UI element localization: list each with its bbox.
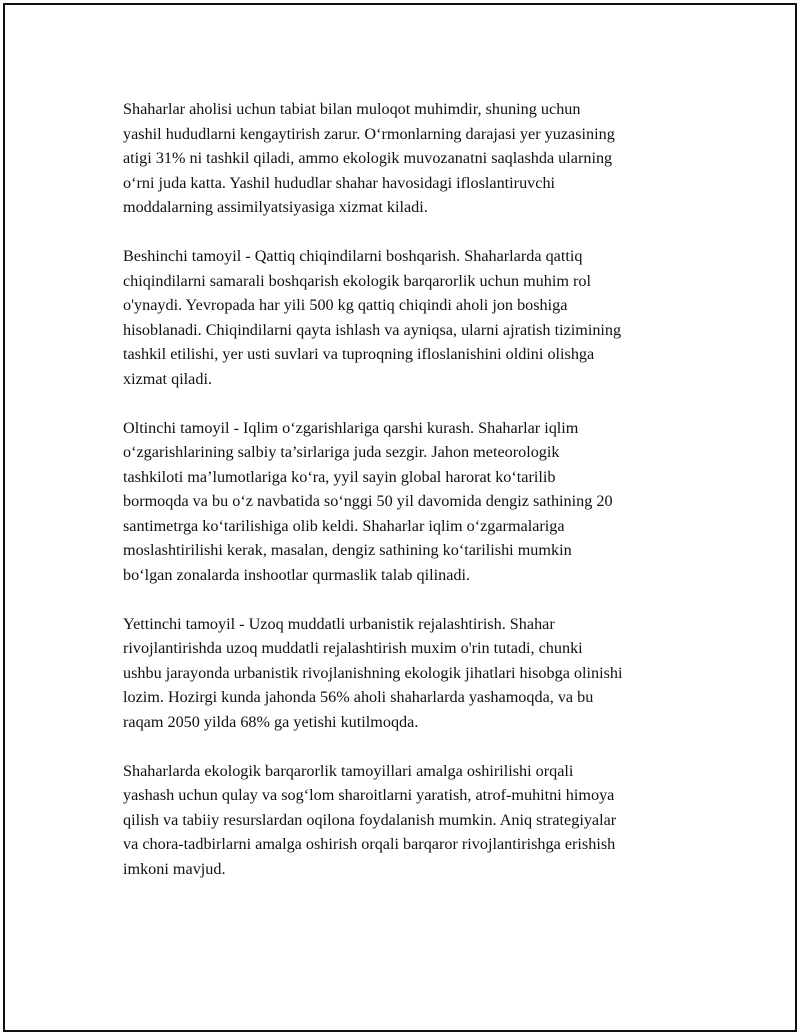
page-frame bbox=[3, 3, 797, 1032]
text-line: o‘zgarishlarining salbiy ta’sirlariga juda sezgir. Jahon meteorologik bbox=[123, 443, 560, 461]
text-line: Shaharlarda ekologik barqarorlik tamoyillari amalga oshirilishi orqali bbox=[123, 761, 574, 780]
text-line: tashkil etilishi, yer usti suvlari va tuproqning ifloslanishini oldini olishga bbox=[123, 345, 595, 363]
text-line: imkoni mavjud. bbox=[123, 859, 226, 878]
paragraph-conclusion bbox=[123, 759, 695, 882]
text-line: o‘rni juda katta. Yashil hududlar shahar havosidagi ifloslantiruvchi bbox=[123, 173, 556, 192]
text-line: raqam 2050 yilda 68% ga yetishi kutilmoqda. bbox=[123, 712, 419, 731]
text-line: atigi 31% ni tashkil qiladi, ammo ekologik muvozanatni saqlashda ularning bbox=[123, 149, 613, 167]
text-line: moslashtirilishi kerak, masalan, dengiz sathining ko‘tarilishi mumkin bbox=[123, 541, 572, 559]
text-line: moddalarning assimilyatsiyasiga xizmat kiladi. bbox=[123, 198, 428, 216]
paragraph-seventh-principle bbox=[123, 612, 695, 735]
text-line: yashash uchun qulay va sog‘lom sharoitlarni yaratish, atrof-muhitni himoya bbox=[123, 786, 615, 804]
text-line: va chora-tadbirlarni amalga oshirish orqali barqaror rivojlantirishga erishish bbox=[123, 835, 616, 853]
text-line: santimetrga ko‘tarilishiga olib keldi. Shaharlar iqlim o‘zgarmalariga bbox=[123, 516, 565, 535]
text-line: Yettinchi tamoyil - Uzoq muddatli urbanistik rejalashtirish. Shahar bbox=[123, 614, 555, 633]
paragraph-green-areas bbox=[123, 97, 695, 220]
text-line: rivojlantirishda uzoq muddatli rejalashtirish muxim o'rin tutadi, chunki bbox=[123, 639, 583, 657]
text-line: lozim. Hozirgi kunda jahonda 56% aholi shaharlarda yashamoqda, va bu bbox=[123, 688, 594, 706]
text-line: hisoblanadi. Chiqindilarni qayta ishlash va ayniqsa, ularni ajratish tizimining bbox=[123, 320, 622, 339]
text-line: chiqindilarni samarali boshqarish ekologik barqarorlik uchun muhim rol bbox=[123, 271, 591, 290]
text-line: bo‘lgan zonalarda inshootlar qurmaslik talab qilinadi. bbox=[123, 565, 471, 584]
text-line: xizmat qiladi. bbox=[123, 369, 213, 388]
text-line: Oltinchi tamoyil - Iqlim o‘zgarishlariga qarshi kurash. Shaharlar iqlim bbox=[123, 418, 579, 437]
text-line: tashkiloti ma’lumotlariga ko‘ra, yyil sayin global harorat ko‘tarilib bbox=[123, 467, 556, 486]
text-line: Shaharlar aholisi uchun tabiat bilan muloqot muhimdir, shuning uchun bbox=[123, 100, 581, 118]
text-line: o'ynaydi. Yevropada har yili 500 kg qattiq chiqindi aholi jon boshiga bbox=[123, 296, 568, 314]
text-line: yashil hududlarni kengaytirish zarur. O‘rmonlarning darajasi yer yuzasining bbox=[123, 124, 615, 143]
text-line: Beshinchi tamoyil - Qattiq chiqindilarni boshqarish. Shaharlarda qattiq bbox=[123, 247, 583, 265]
document-body bbox=[123, 97, 695, 906]
paragraph-sixth-principle bbox=[123, 416, 695, 588]
paragraph-fifth-principle bbox=[123, 244, 695, 391]
text-line: bormoqda va bu o‘z navbatida so‘nggi 50 yil davomida dengiz sathining 20 bbox=[123, 492, 613, 510]
text-line: qilish va tabiiy resurslardan oqilona foydalanish mumkin. Aniq strategiyalar bbox=[123, 810, 617, 829]
text-line: ushbu jarayonda urbanistik rivojlanishning ekologik jihatlari hisobga olinishi bbox=[123, 663, 623, 682]
